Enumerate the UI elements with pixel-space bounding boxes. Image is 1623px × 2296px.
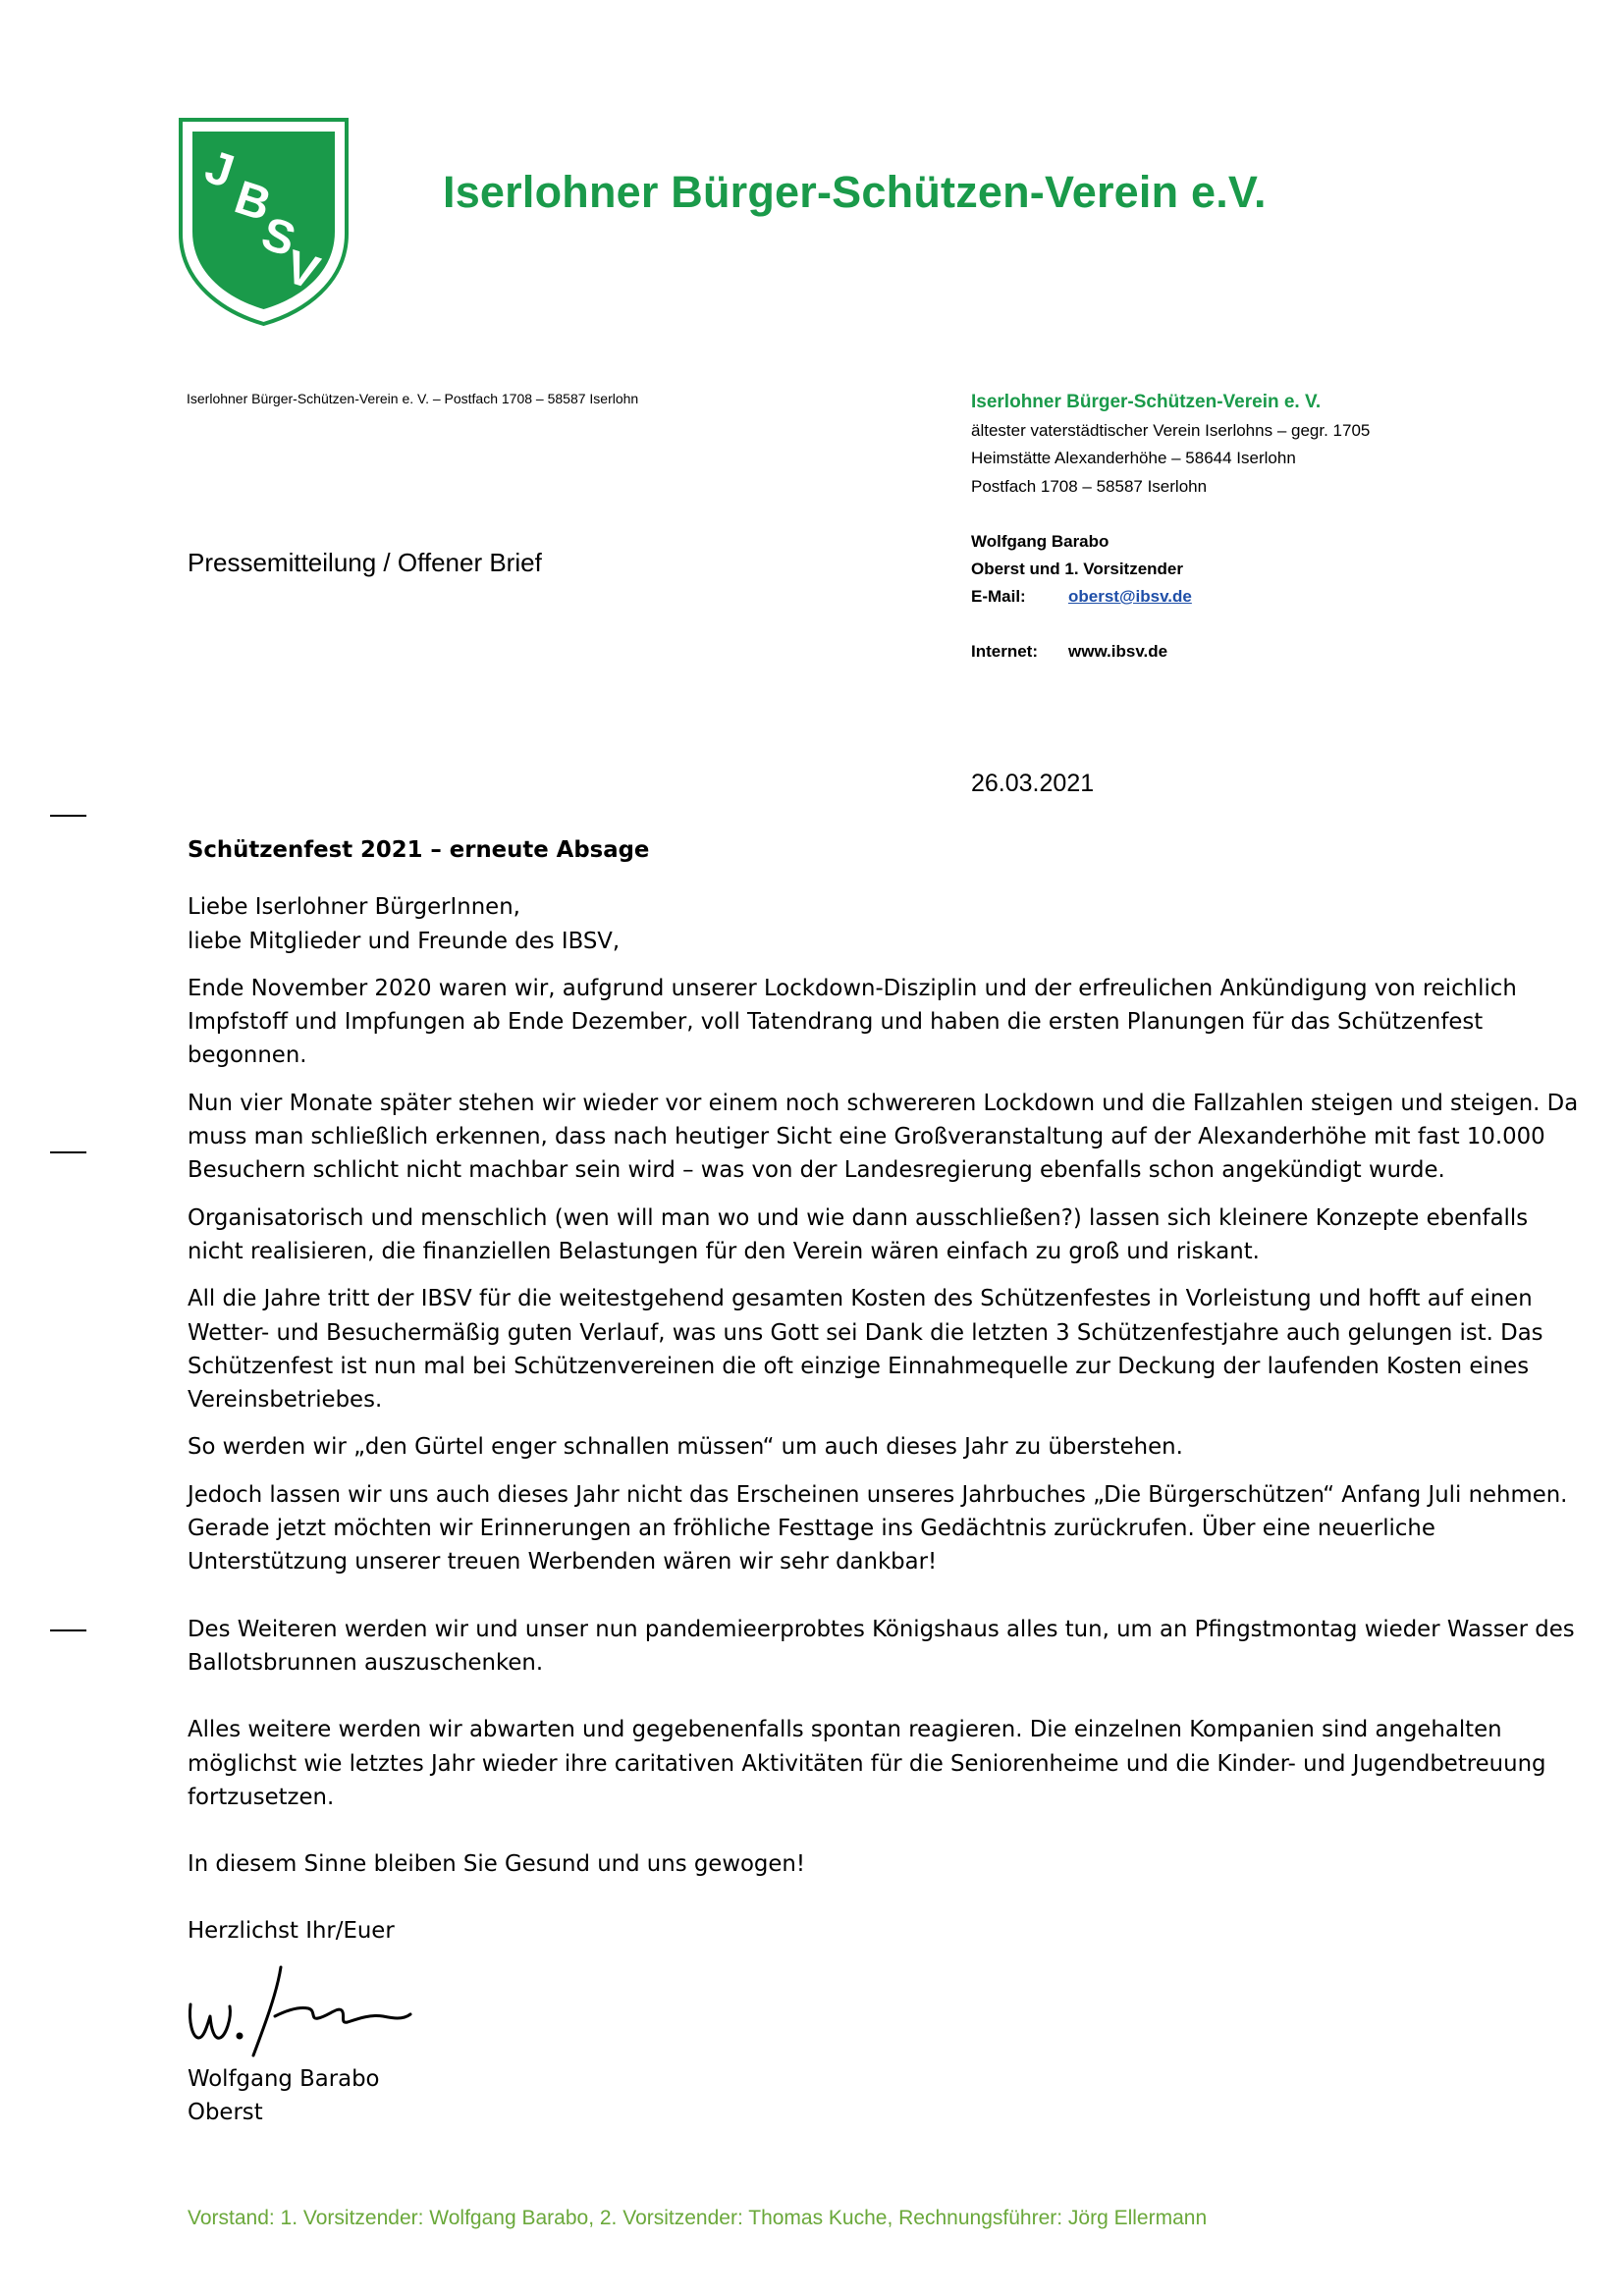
fold-mark bbox=[50, 1151, 86, 1153]
letter-date: 26.03.2021 bbox=[971, 770, 1095, 797]
address-block bbox=[971, 389, 1370, 501]
board-footer: Vorstand: 1. Vorsitzender: Wolfgang Barabo, 2. Vorsitzender: Thomas Kuche, Rechnungsführer: Jörg Ellermann bbox=[188, 2207, 1208, 2229]
email-label: E-Mail: bbox=[971, 587, 1026, 606]
address-line: Postfach 1708 – 58587 Iserlohn bbox=[971, 476, 1208, 496]
contact-block bbox=[971, 528, 1192, 666]
closing: Herzlichst Ihr/Euer bbox=[188, 1918, 395, 1945]
svg-text:B: B bbox=[228, 171, 278, 232]
internet-row bbox=[971, 638, 1192, 666]
letter-body bbox=[188, 833, 1582, 2129]
address-line: Heimstätte Alexanderhöhe – 58644 Iserlohn bbox=[971, 449, 1296, 467]
paragraph: Des Weiteren werden wir und unser nun pandemieerprobtes Königshaus alles tun, um an Pfingstmontag wieder Wasser des Ballotsbrunnen auszuschenken. bbox=[188, 1616, 1575, 1676]
paragraph: All die Jahre tritt der IBSV für die weitestgehend gesamten Kosten des Schützenfestes in Vorleistung und hofft auf einen Wetter- und Besuchermäßig guten Verlauf, was uns Gott sei Dank die letzten 3 Schützenfestjahre auch gelungen ist. Das Schützenfest ist nun mal bei Schützenvereinen die oft einzige Einnahmequelle zur Deckung der laufenden Kosten eines Vereinsbetriebes. bbox=[188, 1286, 1543, 1414]
contact-person: Wolfgang Barabo bbox=[971, 532, 1109, 551]
press-title: Pressemitteilung / Offener Brief bbox=[188, 548, 542, 577]
email-link[interactable]: oberst@ibsv.de bbox=[1068, 587, 1192, 606]
paragraph: Nun vier Monate später stehen wir wieder vor einem noch schwereren Lockdown und die Fallzahlen steigen und steigen. Da muss man schließlich erkennen, dass nach heutiger Sicht eine Großveranstaltung auf der Alexanderhöhe mit fast 10.000 Besuchern schlicht nicht machbar sein wird – was von der Landesregierung ebenfalls schon angekündigt wurde. bbox=[188, 1090, 1579, 1184]
paragraph: Organisatorisch und menschlich (wen will man wo und wie dann ausschließen?) lassen sich kleinere Konzepte ebenfalls nicht realisieren, die finanziellen Belastungen für den Verein wären einfach zu groß und riskant. bbox=[188, 1204, 1529, 1264]
fold-mark bbox=[50, 815, 86, 817]
internet-label: Internet: bbox=[971, 642, 1038, 661]
organization-title: Iserlohner Bürger-Schützen-Verein e.V. bbox=[443, 167, 1267, 217]
salutation: liebe Mitglieder und Freunde des IBSV, bbox=[188, 928, 621, 954]
address-line: ältester vaterstädtischer Verein Iserlohns – gegr. 1705 bbox=[971, 420, 1371, 440]
email-row bbox=[971, 583, 1192, 611]
sender-line: Iserlohner Bürger-Schützen-Verein e. V. – Postfach 1708 – 58587 Iserlohn bbox=[187, 391, 639, 406]
ibsv-logo bbox=[177, 116, 351, 328]
svg-text:V: V bbox=[279, 240, 326, 300]
paragraph: Jedoch lassen wir uns auch dieses Jahr nicht das Erscheinen unseres Jahrbuches „Die Bürgerschützen“ Anfang Juli nehmen. Gerade jetzt möchten wir Erinnerungen an fröhliche Festtage ins Gedächtnis zurückrufen. Über eine neuerliche Unterstützung unserer treuen Werbenden wären wir sehr dankbar! bbox=[188, 1481, 1568, 1575]
signer-name: Wolfgang Barabo bbox=[188, 2065, 380, 2092]
internet-url: www.ibsv.de bbox=[1068, 642, 1168, 661]
paragraph: In diesem Sinne bleiben Sie Gesund und uns gewogen! bbox=[188, 1851, 805, 1878]
paragraph: So werden wir „den Gürtel enger schnallen müssen“ um auch dieses Jahr zu überstehen. bbox=[188, 1434, 1183, 1461]
paragraph: Ende November 2020 waren wir, aufgrund unserer Lockdown-Disziplin und der erfreulichen Ankündigung von reichlich Impfstoff und Impfungen ab Ende Dezember, voll Tatendrang und haben die ersten Planungen für das Schützenfest begonnen. bbox=[188, 975, 1517, 1069]
svg-text:S: S bbox=[255, 207, 302, 267]
svg-text:J: J bbox=[198, 140, 241, 199]
contact-role: Oberst und 1. Vorsitzender bbox=[971, 560, 1184, 578]
letter-subject: Schützenfest 2021 – erneute Absage bbox=[188, 837, 650, 863]
handwritten-signature bbox=[185, 1963, 430, 2059]
address-org-name: Iserlohner Bürger-Schützen-Verein e. V. bbox=[971, 392, 1322, 412]
signer-title: Oberst bbox=[188, 2100, 263, 2126]
salutation: Liebe Iserlohner BürgerInnen, bbox=[188, 894, 520, 921]
paragraph: Alles weitere werden wir abwarten und gegebenenfalls spontan reagieren. Die einzelnen Kompanien sind angehalten möglichst wie letztes Jahr wieder ihre caritativen Aktivitäten für die Seniorenheime und die Kinder- und Jugendbetreuung fortzusetzen. bbox=[188, 1717, 1546, 1810]
fold-mark bbox=[50, 1629, 86, 1631]
